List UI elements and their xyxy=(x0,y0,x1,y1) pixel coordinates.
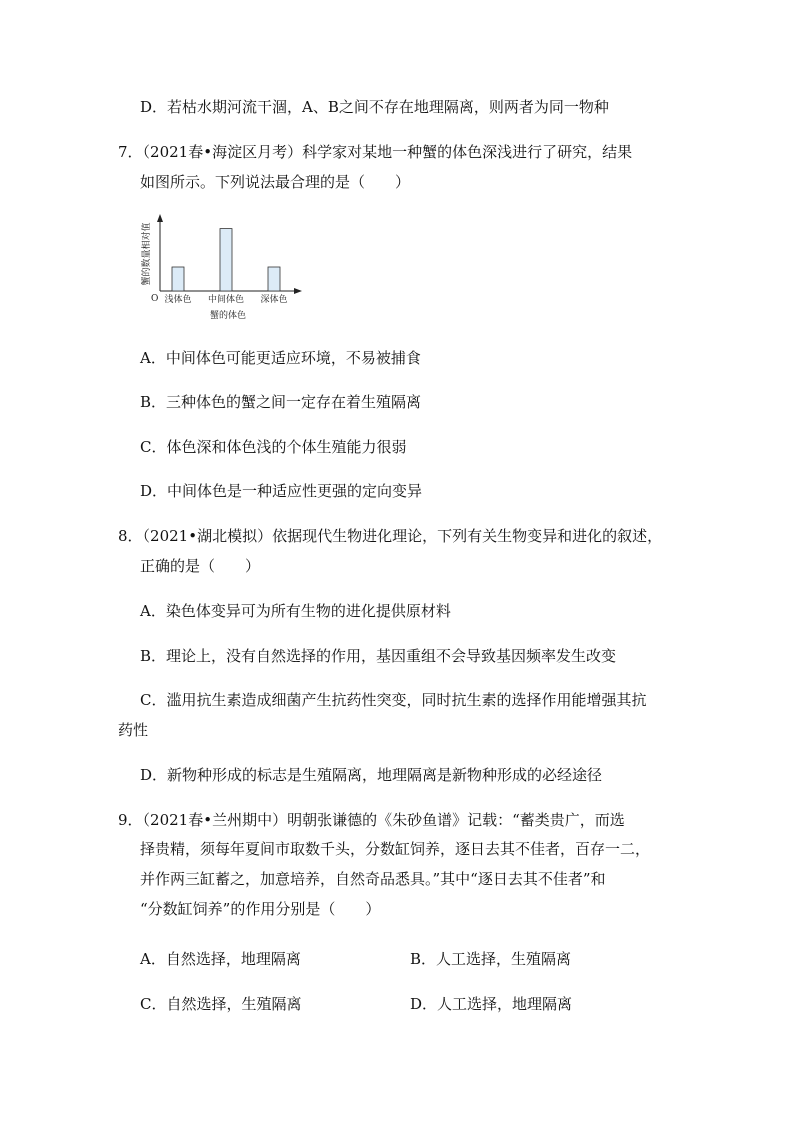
y-axis-label: 蟹的数量相对值 xyxy=(142,222,152,286)
question-7-option-c[interactable]: C．体色深和体色浅的个体生殖能力很弱 xyxy=(140,438,407,456)
x-tick-label-3: 深体色 xyxy=(260,295,288,305)
question-6-option-d: D．若枯水期河流干涸，A、B之间不存在地理隔离，则两者为同一物种 xyxy=(140,98,609,116)
chart-bars xyxy=(172,229,280,291)
question-9-option-d[interactable]: D．人工选择，地理隔离 xyxy=(410,995,573,1013)
x-tick-label-1: 浅体色 xyxy=(164,295,192,305)
origin-label: O xyxy=(151,294,159,304)
question-8-option-c-line-1[interactable]: C．滥用抗生素造成细菌产生抗药性突变，同时抗生素的选择作用能增强其抗 xyxy=(140,691,647,709)
question-9-stem-line-4: “分数缸饲养”的作用分别是（ ） xyxy=(140,900,381,918)
x-tick-label-2: 中间体色 xyxy=(207,295,245,305)
question-8-option-c-line-2[interactable]: 药性 xyxy=(118,721,149,739)
x-axis-label: 蟹的体色 xyxy=(209,311,247,321)
question-7-stem-line-2: 如图所示。下列说法最合理的是（ ） xyxy=(140,173,411,191)
question-7-option-d[interactable]: D．中间体色是一种适应性更强的定向变异 xyxy=(140,482,423,500)
question-8-stem-line-2: 正确的是（ ） xyxy=(140,557,261,575)
question-9-option-c[interactable]: C．自然选择，生殖隔离 xyxy=(140,995,302,1013)
question-9-option-b[interactable]: B．人工选择，生殖隔离 xyxy=(410,950,572,968)
question-9-option-a[interactable]: A．自然选择，地理隔离 xyxy=(140,950,301,968)
question-7-option-a[interactable]: A．中间体色可能更适应环境，不易被捕食 xyxy=(140,349,421,367)
bar-3 xyxy=(268,267,280,291)
question-9-stem-line-2: 择贵精，须每年夏间市取数千头，分数缸饲养，逐日去其不佳者，百存一二， xyxy=(140,840,651,858)
question-9-stem-line-1: 9．（2021春•兰州期中）明朝张谦德的《朱砂鱼谱》记载：“蓄类贵广，而选 xyxy=(118,811,625,829)
question-7-option-b[interactable]: B．三种体色的蟹之间一定存在着生殖隔离 xyxy=(140,393,422,411)
bar-2 xyxy=(220,229,232,291)
bar-1 xyxy=(172,267,184,291)
question-9-stem-line-3: 并作两三缸蓄之，加意培养，自然奇品悉具。”其中“逐日去其不佳者”和 xyxy=(140,870,606,888)
question-8-option-a[interactable]: A．染色体变异可为所有生物的进化提供原材料 xyxy=(140,602,451,620)
body-color-bar-chart xyxy=(140,210,310,325)
question-7-stem-line-1: 7．（2021春•海淀区月考）科学家对某地一种蟹的体色深浅进行了研究，结果 xyxy=(118,143,633,161)
x-tick-labels xyxy=(164,293,287,305)
question-8-option-b[interactable]: B．理论上，没有自然选择的作用，基因重组不会导致基因频率发生改变 xyxy=(140,647,617,665)
question-8-option-d[interactable]: D．新物种形成的标志是生殖隔离，地理隔离是新物种形成的必经途径 xyxy=(140,766,603,784)
question-8-stem-line-1: 8．（2021•湖北模拟）依据现代生物进化理论，下列有关生物变异和进化的叙述， xyxy=(118,527,663,545)
